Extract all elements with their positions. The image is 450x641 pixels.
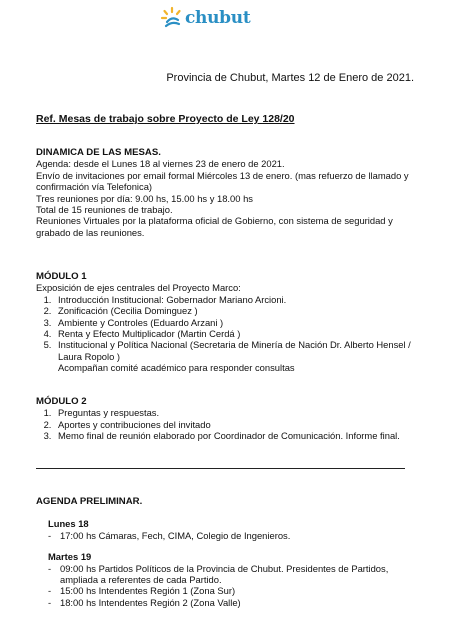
agenda-item: - 09:00 hs Partidos Políticos de la Provincia de Chubut. Presidentes de Partidos, ampliada a referentes de cada Partido.	[48, 563, 426, 586]
agenda-item: - 17:00 hs Cámaras, Fech, CIMA, Colegio de Ingenieros.	[48, 530, 426, 541]
agenda-day-list	[36, 563, 426, 609]
reference-line: Ref. Mesas de trabajo sobre Proyecto de Ley 128/20	[36, 113, 295, 125]
agenda-item: - 15:00 hs Intendentes Región 1 (Zona Sur)	[48, 585, 426, 596]
list-item: 5. Institucional y Política Nacional (Secretaria de Minería de Nación Dr. Alberto Hensel / Laura Ropolo )	[54, 339, 426, 362]
section-divider	[36, 468, 405, 469]
list-item: 2. Aportes y contribuciones del invitado	[54, 419, 426, 430]
agenda-day-list	[36, 530, 426, 541]
date-line: Provincia de Chubut, Martes 12 de Enero de 2021.	[166, 72, 414, 84]
dinamica-line: Reuniones Virtuales por la plataforma oficial de Gobierno, con sistema de seguridad y grabado de las reuniones.	[36, 215, 393, 238]
dinamica-section	[36, 147, 426, 238]
list-item: 1. Preguntas y respuestas.	[54, 407, 426, 418]
chubut-logo	[160, 6, 250, 30]
modulo1-note: Acompañan comité académico para responder consultas	[58, 362, 295, 374]
dinamica-line: Total de 15 reuniones de trabajo.	[36, 204, 173, 216]
modulo1-list	[36, 294, 426, 362]
modulo1-intro: Exposición de ejes centrales del Proyecto Marco:	[36, 282, 241, 294]
list-item: 3. Ambiente y Controles (Eduardo Arzani )	[54, 317, 426, 328]
list-item: 3. Memo final de reunión elaborado por Coordinador de Comunicación. Informe final.	[54, 430, 426, 441]
modulo2-heading: MÓDULO 2	[36, 396, 87, 407]
dinamica-line: Agenda: desde el Lunes 18 al viernes 23 de enero de 2021.	[36, 158, 285, 170]
logo-text: chubut	[185, 8, 251, 28]
list-item: 1. Introducción Institucional: Gobernador Mariano Arcioni.	[54, 294, 426, 305]
agenda-day: Lunes 18	[48, 518, 89, 530]
agenda-day: Martes 19	[48, 551, 92, 563]
modulo2-section	[36, 396, 426, 442]
modulo1-heading: MÓDULO 1	[36, 271, 87, 282]
dinamica-line: Envío de invitaciones por email formal Miércoles 13 de enero. (mas refuerzo de llamado y confirmación vía Telefonica)	[36, 169, 409, 193]
modulo1-section	[36, 271, 426, 374]
agenda-section	[36, 496, 426, 608]
list-item: 2. Zonificación (Cecilia Dominguez )	[54, 305, 426, 316]
list-item: 4. Renta y Efecto Multiplicador (Martin Cerdá )	[54, 328, 426, 339]
dinamica-heading: DINAMICA DE LAS MESAS.	[36, 147, 161, 158]
modulo2-list	[36, 407, 426, 441]
dinamica-line: Tres reuniones por día: 9.00 hs, 15.00 hs y 18.00 hs	[36, 192, 253, 204]
agenda-item: - 18:00 hs Intendentes Región 2 (Zona Valle)	[48, 597, 426, 608]
sun-icon	[160, 6, 184, 30]
agenda-heading: AGENDA PRELIMINAR.	[36, 496, 143, 507]
